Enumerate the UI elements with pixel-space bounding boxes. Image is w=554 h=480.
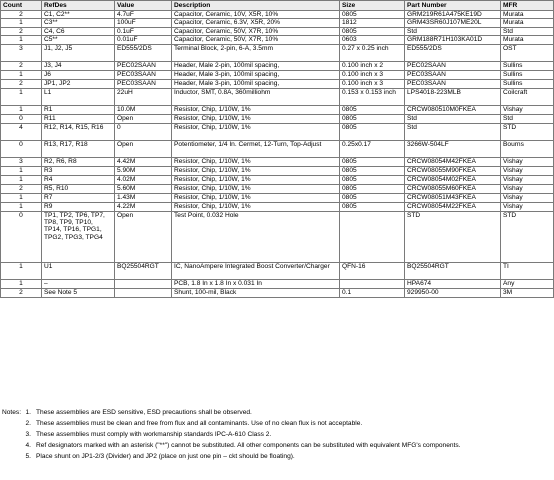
note-item	[0, 408, 554, 419]
table-row	[1, 11, 554, 19]
notes-section	[0, 408, 554, 463]
value-cell: Open	[115, 114, 172, 123]
count-cell: 3	[1, 44, 42, 61]
note-number: 1.	[25, 409, 31, 416]
refdes-cell: R3	[42, 166, 115, 175]
value-cell: 4.42M	[115, 157, 172, 166]
count-cell: 1	[1, 166, 42, 175]
table-row	[1, 123, 554, 140]
part-number-cell: HPA674	[405, 279, 501, 288]
table-row	[1, 193, 554, 202]
value-cell: PEC02SAAN	[115, 61, 172, 70]
size-cell: 0.153 x 0.153 inch	[340, 88, 405, 105]
part-number-cell: CRCW08054M42FKEA	[405, 157, 501, 166]
mfr-cell: Murata	[501, 36, 554, 44]
size-cell: 0.1	[340, 288, 405, 297]
note-indent	[0, 441, 19, 452]
table-row	[1, 36, 554, 44]
part-number-cell: STD	[405, 211, 501, 262]
note-number: 5.	[25, 452, 31, 460]
size-cell: 0.100 inch x 3	[340, 70, 405, 79]
refdes-cell: R4	[42, 175, 115, 184]
value-cell	[115, 279, 172, 288]
value-cell: Open	[115, 140, 172, 157]
note-number: 4.	[25, 441, 31, 449]
header-size: Size	[340, 1, 405, 11]
part-number-cell: 3266W-504LF	[405, 140, 501, 157]
part-number-cell: CRCW08054M02FKEA	[405, 175, 501, 184]
count-cell: 2	[1, 79, 42, 88]
size-cell: 0805	[340, 166, 405, 175]
size-cell	[340, 279, 405, 288]
mfr-cell: Vishay	[501, 105, 554, 114]
table-row	[1, 88, 554, 105]
value-cell: 4.7uF	[115, 11, 172, 19]
table-row	[1, 211, 554, 262]
mfr-cell: Std	[501, 27, 554, 35]
table-row	[1, 288, 554, 297]
description-cell: Resistor, Chip, 1/10W, 1%	[172, 202, 340, 211]
table-row	[1, 114, 554, 123]
note-text: Ref designators marked with an asterisk ("**") cannot be substituted. All other components can be substituted with equivalent MFG's components.	[36, 441, 461, 449]
size-cell: 0805	[340, 105, 405, 114]
description-cell: Capacitor, Ceramic, 10V, X5R, 10%	[172, 11, 340, 19]
refdes-cell: R9	[42, 202, 115, 211]
header-refdes: RefDes	[42, 1, 115, 11]
count-cell: 0	[1, 114, 42, 123]
table-row	[1, 70, 554, 79]
count-cell: 1	[1, 202, 42, 211]
value-cell: 100uF	[115, 19, 172, 27]
note-item	[0, 419, 554, 430]
description-cell: Shunt, 100-mil, Black	[172, 288, 340, 297]
description-cell: Potentiometer, 1/4 In. Cermet, 12-Turn, Top-Adjust	[172, 140, 340, 157]
part-number-cell: Std	[405, 123, 501, 140]
table-row	[1, 105, 554, 114]
refdes-cell: JP1, JP2	[42, 79, 115, 88]
table-header-row	[1, 1, 554, 11]
size-cell: 0.100 inch x 2	[340, 61, 405, 70]
description-cell: Resistor, Chip, 1/10W, 1%	[172, 175, 340, 184]
value-cell: ED555/2DS	[115, 44, 172, 61]
size-cell: 0805	[340, 27, 405, 35]
part-number-cell: Std	[405, 27, 501, 35]
mfr-cell: Std	[501, 114, 554, 123]
note-item	[0, 441, 554, 452]
refdes-cell: C1, C2**	[42, 11, 115, 19]
value-cell: 4.22M	[115, 202, 172, 211]
value-cell: Open	[115, 211, 172, 262]
value-cell: 22uH	[115, 88, 172, 105]
mfr-cell: Sullins	[501, 70, 554, 79]
count-cell: 1	[1, 36, 42, 44]
mfr-cell: Coilcraft	[501, 88, 554, 105]
count-cell: 2	[1, 27, 42, 35]
part-number-cell: CRCW08051M43FKEA	[405, 193, 501, 202]
description-cell: Resistor, Chip, 1/10W, 1%	[172, 157, 340, 166]
table-row	[1, 19, 554, 27]
table-row	[1, 61, 554, 70]
table-row	[1, 27, 554, 35]
value-cell: PEC03SAAN	[115, 70, 172, 79]
value-cell: PEC03SAAN	[115, 79, 172, 88]
description-cell: Capacitor, Ceramic, 50V, X7R, 10%	[172, 27, 340, 35]
part-number-cell: GRM43SR60J107ME20L	[405, 19, 501, 27]
note-number: 2.	[25, 419, 31, 427]
table-row	[1, 166, 554, 175]
part-number-cell: PEC02SAAN	[405, 61, 501, 70]
table-row	[1, 202, 554, 211]
mfr-cell: STD	[501, 123, 554, 140]
note-text: These assemblies must comply with workmanship standards IPC-A-610 Class 2.	[36, 430, 272, 438]
refdes-cell: C4, C6	[42, 27, 115, 35]
mfr-cell: 3M	[501, 288, 554, 297]
part-number-cell: CRCW080510M0FKEA	[405, 105, 501, 114]
count-cell: 1	[1, 105, 42, 114]
description-cell: Capacitor, Ceramic, 50V, X7R, 10%	[172, 36, 340, 44]
table-row	[1, 140, 554, 157]
mfr-cell: Vishay	[501, 202, 554, 211]
header-value: Value	[115, 1, 172, 11]
size-cell: 0.100 inch x 3	[340, 79, 405, 88]
mfr-cell: Bourns	[501, 140, 554, 157]
description-cell: Test Point, 0.032 Hole	[172, 211, 340, 262]
description-cell: Capacitor, Ceramic, 6.3V, X5R, 20%	[172, 19, 340, 27]
count-cell: 1	[1, 193, 42, 202]
part-number-cell: Std	[405, 114, 501, 123]
description-cell: Header, Male 3-pin, 100mil spacing,	[172, 70, 340, 79]
description-cell: Resistor, Chip, 1/10W, 1%	[172, 114, 340, 123]
mfr-cell: Sullins	[501, 79, 554, 88]
part-number-cell: BQ25504RGT	[405, 262, 501, 279]
count-cell: 2	[1, 61, 42, 70]
note-indent	[0, 419, 19, 430]
value-cell: 10.0M	[115, 105, 172, 114]
note-indent	[0, 430, 19, 441]
count-cell: 1	[1, 279, 42, 288]
value-cell: 4.02M	[115, 175, 172, 184]
value-cell: 5.90M	[115, 166, 172, 175]
refdes-cell: TP1, TP2, TP6, TP7, TP8, TP9, TP10, TP14, TP16, TPG1, TPG2, TPG3, TPG4	[42, 211, 115, 262]
refdes-cell: R13, R17, R18	[42, 140, 115, 157]
description-cell: IC, NanoAmpere Integrated Boost Converter/Charger	[172, 262, 340, 279]
description-cell: Resistor, Chip, 1/10W, 1%	[172, 184, 340, 193]
count-cell: 4	[1, 123, 42, 140]
count-cell: 0	[1, 140, 42, 157]
value-cell	[115, 288, 172, 297]
value-cell: BQ25504RGT	[115, 262, 172, 279]
size-cell: 0805	[340, 123, 405, 140]
count-cell: 1	[1, 88, 42, 105]
size-cell	[340, 211, 405, 262]
table-row	[1, 279, 554, 288]
mfr-cell: Vishay	[501, 157, 554, 166]
description-cell: Resistor, Chip, 1/10W, 1%	[172, 123, 340, 140]
mfr-cell: Murata	[501, 19, 554, 27]
mfr-cell: OST	[501, 44, 554, 61]
refdes-cell: J1, J2, J5	[42, 44, 115, 61]
size-cell: 0603	[340, 36, 405, 44]
value-cell: 0.01uF	[115, 36, 172, 44]
note-text: Place shunt on JP1-2/3 (Divider) and JP2 (place on just one pin – ckt should be floating).	[36, 452, 295, 460]
description-cell: Resistor, Chip, 1/10W, 1%	[172, 166, 340, 175]
value-cell: 5.60M	[115, 184, 172, 193]
refdes-cell: U1	[42, 262, 115, 279]
refdes-cell: –	[42, 279, 115, 288]
refdes-cell: C3**	[42, 19, 115, 27]
part-number-cell: CRCW08055M60FKEA	[405, 184, 501, 193]
note-indent	[0, 452, 19, 463]
count-cell: 1	[1, 70, 42, 79]
part-number-cell: GRM219R61A475KE19D	[405, 11, 501, 19]
size-cell: QFN-16	[340, 262, 405, 279]
size-cell: 0805	[340, 114, 405, 123]
part-number-cell: CRCW08054M22FKEA	[405, 202, 501, 211]
header-count: Count	[1, 1, 42, 11]
table-row	[1, 262, 554, 279]
table-row	[1, 157, 554, 166]
refdes-cell: J3, J4	[42, 61, 115, 70]
size-cell: 0805	[340, 184, 405, 193]
part-number-cell: 929950-00	[405, 288, 501, 297]
size-cell: 0805	[340, 175, 405, 184]
header-mfr: MFR	[501, 1, 554, 11]
mfr-cell: Vishay	[501, 166, 554, 175]
refdes-cell: C5**	[42, 36, 115, 44]
notes-label: Notes:	[2, 409, 22, 416]
header-part-number: Part Number	[405, 1, 501, 11]
size-cell: 1812	[340, 19, 405, 27]
count-cell: 2	[1, 184, 42, 193]
mfr-cell: STD	[501, 211, 554, 262]
part-number-cell: PEC03SAAN	[405, 70, 501, 79]
size-cell: 0805	[340, 11, 405, 19]
refdes-cell: R11	[42, 114, 115, 123]
refdes-cell: J6	[42, 70, 115, 79]
mfr-cell: Sullins	[501, 61, 554, 70]
refdes-cell: R2, R6, R8	[42, 157, 115, 166]
size-cell: 0805	[340, 202, 405, 211]
refdes-cell: L1	[42, 88, 115, 105]
count-cell: 2	[1, 11, 42, 19]
count-cell: 0	[1, 211, 42, 262]
header-description: Description	[172, 1, 340, 11]
mfr-cell: Murata	[501, 11, 554, 19]
part-number-cell: ED555/2DS	[405, 44, 501, 61]
count-cell: 1	[1, 262, 42, 279]
size-cell: 0.25x0.17	[340, 140, 405, 157]
size-cell: 0805	[340, 157, 405, 166]
refdes-cell: R7	[42, 193, 115, 202]
count-cell: 2	[1, 288, 42, 297]
refdes-cell: R12, R14, R15, R16	[42, 123, 115, 140]
mfr-cell: TI	[501, 262, 554, 279]
value-cell: 0.1uF	[115, 27, 172, 35]
table-row	[1, 44, 554, 61]
description-cell: Inductor, SMT, 0.8A, 360milliohm	[172, 88, 340, 105]
count-cell: 1	[1, 19, 42, 27]
note-text: These assemblies are ESD sensitive, ESD precautions shall be observed.	[36, 409, 252, 416]
part-number-cell: PEC03SAAN	[405, 79, 501, 88]
table-row	[1, 175, 554, 184]
size-cell: 0805	[340, 193, 405, 202]
note-item	[0, 430, 554, 441]
description-cell: Resistor, Chip, 1/10W, 1%	[172, 193, 340, 202]
table-body	[1, 11, 554, 298]
refdes-cell: R1	[42, 105, 115, 114]
mfr-cell: Any	[501, 279, 554, 288]
count-cell: 1	[1, 175, 42, 184]
part-number-cell: LPS4018-223MLB	[405, 88, 501, 105]
note-number: 3.	[25, 430, 31, 438]
description-cell: PCB, 1.8 In x 1.8 In x 0.031 In	[172, 279, 340, 288]
refdes-cell: R5, R10	[42, 184, 115, 193]
note-text: These assemblies must be clean and free from flux and all contaminants. Use of no clean flux is not acceptable.	[36, 419, 363, 427]
mfr-cell: Vishay	[501, 184, 554, 193]
size-cell: 0.27 x 0.25 inch	[340, 44, 405, 61]
value-cell: 1.43M	[115, 193, 172, 202]
table-row	[1, 79, 554, 88]
note-item	[0, 452, 554, 463]
description-cell: Terminal Block, 2-pin, 6-A, 3.5mm	[172, 44, 340, 61]
mfr-cell: Vishay	[501, 193, 554, 202]
table-row	[1, 184, 554, 193]
refdes-cell: See Note 5	[42, 288, 115, 297]
value-cell: 0	[115, 123, 172, 140]
count-cell: 3	[1, 157, 42, 166]
description-cell: Header, Male 2-pin, 100mil spacing,	[172, 61, 340, 70]
description-cell: Header, Male 3-pin, 100mil spacing,	[172, 79, 340, 88]
part-number-cell: GRM188R71H103KA01D	[405, 36, 501, 44]
part-number-cell: CRCW08055M90FKEA	[405, 166, 501, 175]
mfr-cell: Vishay	[501, 175, 554, 184]
description-cell: Resistor, Chip, 1/10W, 1%	[172, 105, 340, 114]
